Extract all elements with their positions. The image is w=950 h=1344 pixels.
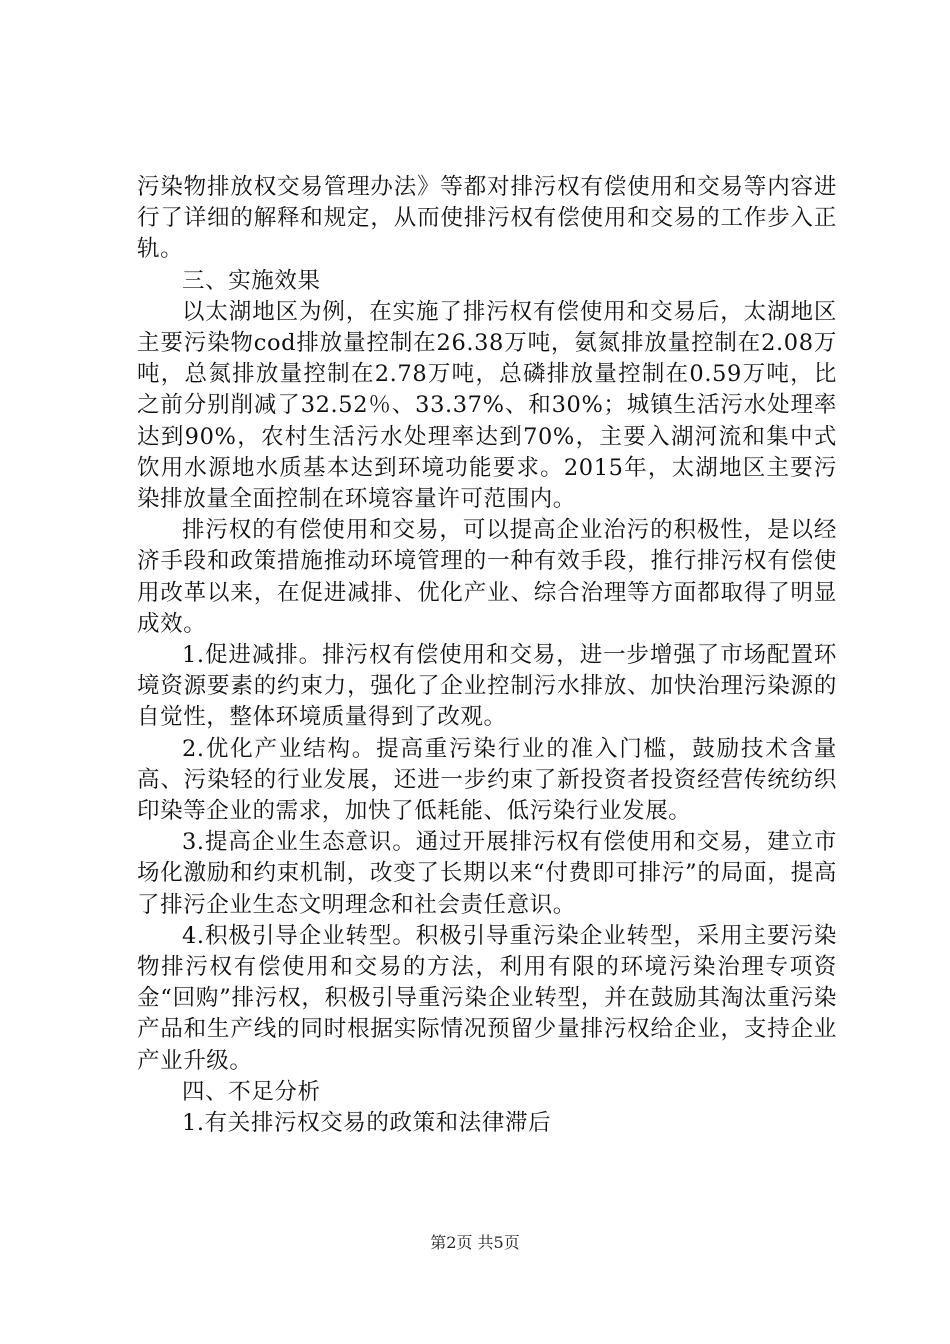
list-item-emission-reduction: 1.促进减排。排污权有偿使用和交易，进一步增强了市场配置环境资源要素的约束力，强化了企业控制污水排放、加快治理污染源的自觉性，整体环境质量得到了改观。 bbox=[137, 642, 837, 731]
list-item-ecological-awareness: 3.提高企业生态意识。通过开展排污权有偿使用和交易，建立市场化激励和约束机制，改变了长期以来“付费即可排污”的局面，提高了排污企业生态文明理念和社会责任意识。 bbox=[137, 829, 837, 918]
section-heading-implementation-effects: 三、实施效果 bbox=[182, 267, 321, 294]
subheading-policy-lag: 1.有关排污权交易的政策和法律滞后 bbox=[182, 1110, 552, 1137]
paragraph-summary: 排污权的有偿使用和交易，可以提高企业治污的积极性，是以经济手段和政策措施推动环境管理的一种有效手段，推行排污权有偿使用改革以来，在促进减排、优化产业、综合治理等方面都取得了明显成效。 bbox=[137, 517, 837, 637]
paragraph-taihu-example: 以太湖地区为例，在实施了排污权有偿使用和交易后，太湖地区主要污染物cod排放量控制在26.38万吨，氨氮排放量控制在2.08万吨，总氮排放量控制在2.78万吨，总磷排放量控制在0.59万吨，比之前分别削减了32.52％、33.37%、和30%；城镇生活污水处理率达到90%，农村生活污水处理率达到70%，主要入湖河流和集中式饮用水源地水质基本达到环境功能要求。2015年，太湖地区主要污染排放量全面控制在环境容量许可范围内。 bbox=[137, 298, 837, 513]
list-item-enterprise-transformation: 4.积极引导企业转型。积极引导重污染企业转型，采用主要污染物排污权有偿使用和交易的方法，利用有限的环境污染治理专项资金“回购”排污权，积极引导重污染企业转型，并在鼓励其淘汰重污染产品和生产线的同时根据实际情况预留少量排污权给企业，支持企业产业升级。 bbox=[137, 922, 837, 1074]
document-body bbox=[137, 172, 837, 1139]
page-number-footer: 第2页 共5页 bbox=[430, 1233, 520, 1252]
section-heading-shortcomings: 四、不足分析 bbox=[182, 1078, 321, 1105]
list-item-industry-structure: 2.优化产业结构。提高重污染行业的准入门槛，鼓励技术含量高、污染轻的行业发展，还进一步约束了新投资者投资经营传统纺织印染等企业的需求，加快了低耗能、低污染行业发展。 bbox=[137, 735, 837, 825]
paragraph-continuation: 污染物排放权交易管理办法》等都对排污权有偿使用和交易等内容进行了详细的解释和规定，从而使排污权有偿使用和交易的工作步入正轨。 bbox=[137, 174, 837, 263]
